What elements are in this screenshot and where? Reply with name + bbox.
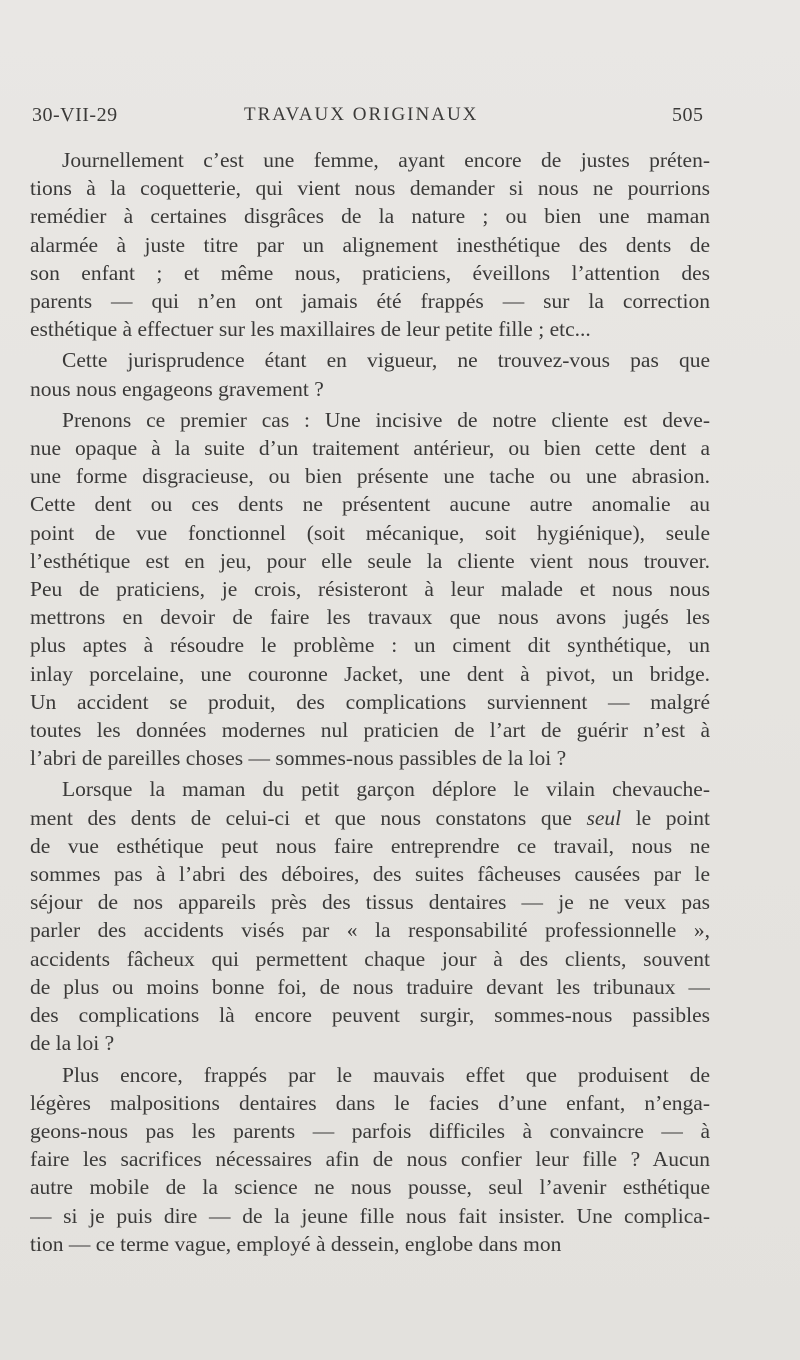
text-line: tions à la coquetterie, qui vient nous demander si nous ne pourrions bbox=[30, 176, 710, 201]
text-line: plus aptes à résoudre le problème : un ciment dit synthétique, un bbox=[30, 633, 710, 658]
text-line: Cette jurisprudence étant en vigueur, ne trouvez-vous pas que bbox=[62, 348, 710, 373]
paragraph bbox=[30, 1061, 710, 1258]
issue-date: 30-VII-29 bbox=[32, 104, 118, 126]
text-line: tion — ce terme vague, employé à dessein, englobe dans mon bbox=[30, 1231, 562, 1256]
page-number: 505 bbox=[672, 104, 704, 126]
text-line: son enfant ; et même nous, praticiens, éveillons l’attention des bbox=[30, 260, 710, 285]
text-line: geons-nous pas les parents — parfois difficiles à convaincre — à bbox=[30, 1118, 710, 1143]
text-line: sommes pas à l’abri des déboires, des suites fâcheuses causées par le bbox=[30, 862, 710, 887]
text-line: accidents fâcheux qui permettent chaque jour à des clients, souvent bbox=[30, 946, 710, 971]
text-line: faire les sacrifices nécessaires afin de nous confier leur fille ? Aucun bbox=[30, 1147, 710, 1172]
text-line: une forme disgracieuse, ou bien présente une tache ou une abrasion. bbox=[30, 464, 710, 489]
text-line: Peu de praticiens, je crois, résisteront à leur malade et nous nous bbox=[30, 577, 710, 602]
body-text bbox=[30, 146, 710, 1258]
text-line: de plus ou moins bonne foi, de nous traduire devant les tribunaux — bbox=[30, 974, 710, 999]
text-line: parler des accidents visés par « la responsabilité professionnelle », bbox=[30, 918, 710, 943]
text-line: point de vue fonctionnel (soit mécanique, soit hygiénique), seule bbox=[30, 520, 710, 545]
text-line: toutes les données modernes nul praticien de l’art de guérir n’est à bbox=[30, 718, 710, 743]
text-line: — si je puis dire — de la jeune fille nous fait insister. Une complica- bbox=[30, 1203, 710, 1228]
text-line: mettrons en devoir de faire les travaux que nous avons jugés les bbox=[30, 605, 710, 630]
text-line: l’esthétique est en jeu, pour elle seule la cliente vient nous trouver. bbox=[30, 548, 710, 573]
paragraph bbox=[30, 146, 710, 343]
paragraph bbox=[30, 346, 710, 402]
text-line: Lorsque la maman du petit garçon déplore le vilain chevauche- bbox=[62, 777, 710, 802]
text-line: Prenons ce premier cas : Une incisive de notre cliente est deve- bbox=[62, 407, 710, 432]
text-line: l’abri de pareilles choses — sommes-nous passibles de la loi ? bbox=[30, 746, 567, 771]
text-line: parents — qui n’en ont jamais été frappés — sur la correction bbox=[30, 289, 710, 314]
text-line: inlay porcelaine, une couronne Jacket, une dent à pivot, un bridge. bbox=[30, 661, 710, 686]
text-line: Un accident se produit, des complications surviennent — malgré bbox=[30, 689, 710, 714]
text-line: remédier à certaines disgrâces de la nature ; ou bien une maman bbox=[30, 204, 710, 229]
running-head bbox=[32, 104, 712, 134]
text-line: des complications là encore peuvent surgir, sommes-nous passibles bbox=[30, 1003, 710, 1028]
text-line: Plus encore, frappés par le mauvais effet que produisent de bbox=[62, 1062, 710, 1087]
text-line: autre mobile de la science ne nous pousse, seul l’avenir esthétique bbox=[30, 1175, 710, 1200]
text-line: de la loi ? bbox=[30, 1031, 115, 1056]
section-title: TRAVAUX ORIGINAUX bbox=[244, 104, 479, 125]
paragraph bbox=[30, 406, 710, 773]
text-line: nous nous engageons gravement ? bbox=[30, 376, 324, 401]
text-line: Cette dent ou ces dents ne présentent aucune autre anomalie au bbox=[30, 492, 710, 517]
text-line: alarmée à juste titre par un alignement inesthétique des dents de bbox=[30, 232, 710, 257]
text-line: de vue esthétique peut nous faire entreprendre ce travail, nous ne bbox=[30, 833, 710, 858]
paragraph bbox=[30, 775, 710, 1057]
text-line: légères malpositions dentaires dans le facies d’une enfant, n’enga- bbox=[30, 1090, 710, 1115]
text-line: esthétique à effectuer sur les maxillaires de leur petite fille ; etc... bbox=[30, 317, 591, 342]
text-line: nue opaque à la suite d’un traitement antérieur, ou bien cette dent a bbox=[30, 436, 710, 461]
text-line: séjour de nos appareils près des tissus dentaires — je ne veux pas bbox=[30, 890, 710, 915]
text-line: ment des dents de celui-ci et que nous constatons que seul le point bbox=[30, 805, 710, 830]
text-line: Journellement c’est une femme, ayant encore de justes préten- bbox=[62, 148, 710, 172]
